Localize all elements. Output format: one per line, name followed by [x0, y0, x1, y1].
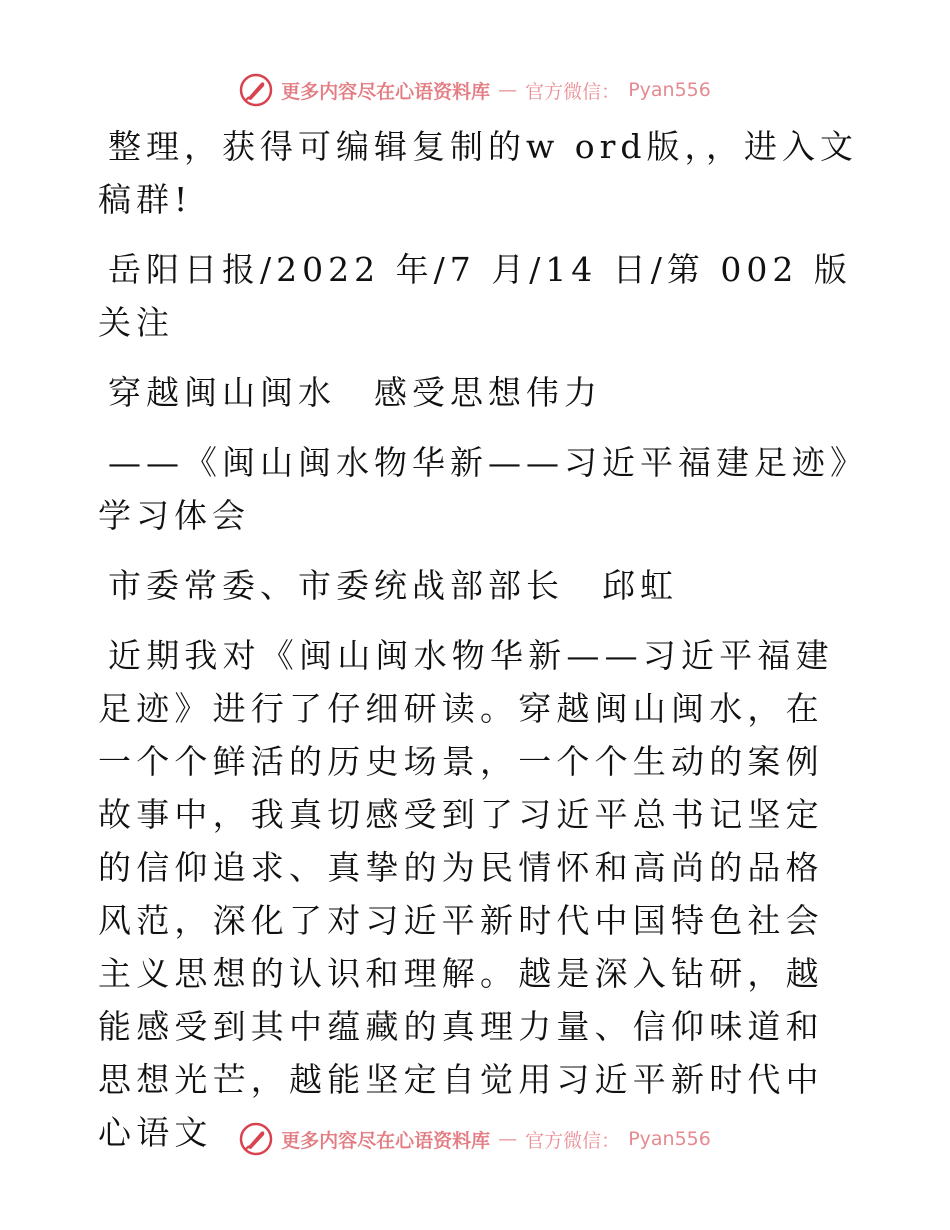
document-content: [98, 120, 858, 1159]
watermark-dash: —: [498, 1128, 518, 1150]
header-watermark: [0, 70, 950, 110]
quill-logo-icon: [239, 1122, 273, 1156]
quill-logo-icon: [239, 73, 273, 107]
article-subtitle: ——《闽山闽水物华新——习近平福建足迹》学习体会: [98, 443, 852, 535]
watermark-dash: —: [498, 79, 518, 101]
watermark-text: 更多内容尽在心语资料库: [281, 80, 491, 103]
body-paragraph: 近期我对《闽山闽水物华新——习近平福建足迹》进行了仔细研读。穿越闽山闽水，在一个个鲜活的历史场景，一个个生动的案例故事中，我真切感受到了习近平总书记坚定的信仰追求、真挚的为民情怀和高尚的品格风范，深化了对习近平新时代中国特色社会主义思想的认识和理解。越是深入钻研，越能感受到其中蕴藏的真理力量、信仰味道和思想光芒，越能坚定自觉用习近平新时代中心语文: [98, 636, 834, 1152]
watermark-text: 更多内容尽在心语资料库: [281, 1129, 491, 1152]
footer-watermark: [0, 1119, 950, 1159]
source-line: 岳阳日报/2022 年/7 月/14 日/第 002 版关注: [98, 250, 852, 342]
watermark-wechat-id: Pyan556: [628, 1128, 711, 1150]
article-title: 穿越闽山闽水 感受思想伟力: [108, 373, 602, 412]
author-line: 市委常委、市委统战部部长 邱虹: [108, 566, 678, 605]
watermark-wechat-id: Pyan556: [628, 79, 711, 101]
intro-paragraph: 整理，获得可编辑复制的w ord版，，进入文稿群!: [98, 127, 859, 219]
watermark-wechat-label: 官方微信：: [525, 80, 621, 103]
watermark-wechat-label: 官方微信：: [525, 1129, 621, 1152]
